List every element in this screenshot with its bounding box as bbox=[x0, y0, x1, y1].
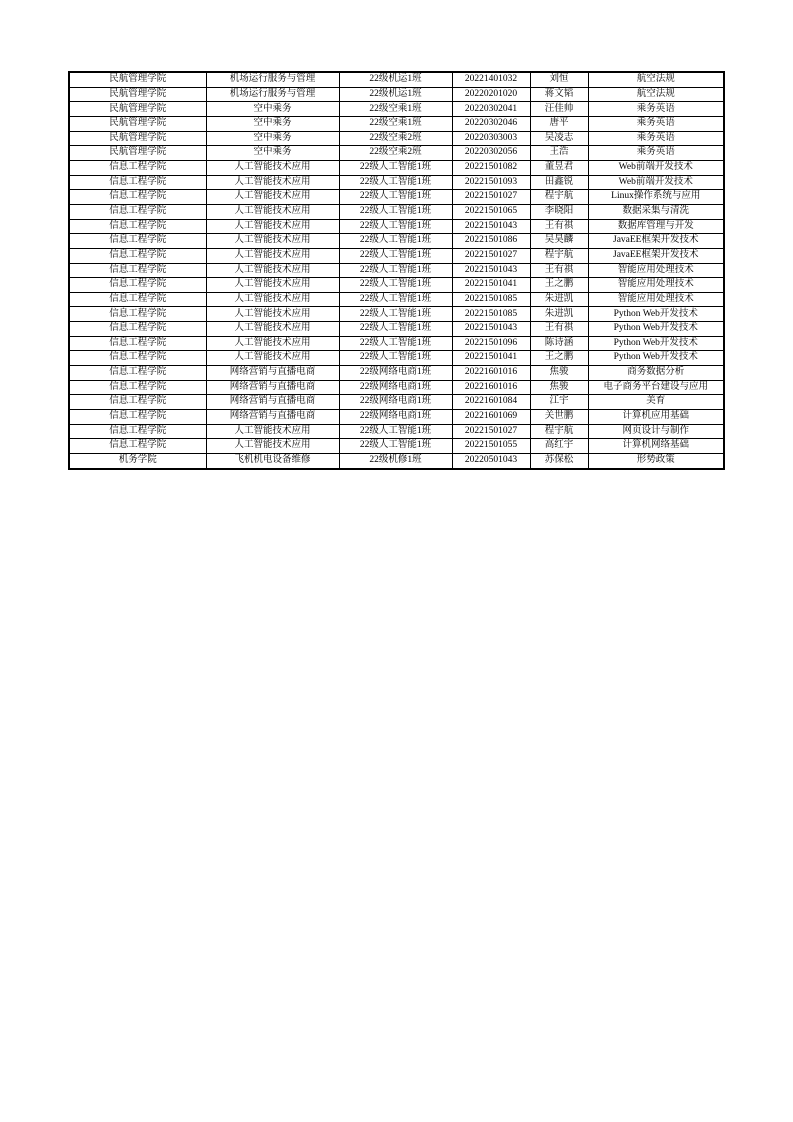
cell-name: 关世鹏 bbox=[530, 409, 588, 424]
cell-student-id: 20220501043 bbox=[452, 453, 530, 469]
cell-college: 民航管理学院 bbox=[69, 146, 206, 161]
cell-college: 信息工程学院 bbox=[69, 395, 206, 410]
cell-class: 22级人工智能1班 bbox=[339, 278, 452, 293]
cell-major: 人工智能技术应用 bbox=[206, 292, 339, 307]
table-row bbox=[69, 366, 724, 381]
cell-name: 朱进凯 bbox=[530, 292, 588, 307]
cell-major: 机场运行服务与管理 bbox=[206, 72, 339, 87]
cell-course: 美育 bbox=[588, 395, 724, 410]
cell-college: 信息工程学院 bbox=[69, 292, 206, 307]
cell-class: 22级网络电商1班 bbox=[339, 395, 452, 410]
cell-college: 信息工程学院 bbox=[69, 204, 206, 219]
cell-major: 人工智能技术应用 bbox=[206, 219, 339, 234]
cell-college: 信息工程学院 bbox=[69, 190, 206, 205]
cell-name: 陈诗涵 bbox=[530, 336, 588, 351]
cell-course: Python Web开发技术 bbox=[588, 351, 724, 366]
cell-major: 空中乘务 bbox=[206, 117, 339, 132]
cell-name: 程宇航 bbox=[530, 424, 588, 439]
cell-college: 民航管理学院 bbox=[69, 131, 206, 146]
cell-student-id: 20220303003 bbox=[452, 131, 530, 146]
cell-student-id: 20221501085 bbox=[452, 292, 530, 307]
table-row bbox=[69, 263, 724, 278]
cell-college: 信息工程学院 bbox=[69, 307, 206, 322]
table-row bbox=[69, 453, 724, 469]
cell-college: 信息工程学院 bbox=[69, 336, 206, 351]
cell-class: 22级网络电商1班 bbox=[339, 409, 452, 424]
cell-name: 程宇航 bbox=[530, 190, 588, 205]
table-row bbox=[69, 131, 724, 146]
cell-student-id: 20221501055 bbox=[452, 439, 530, 454]
cell-course: 乘务英语 bbox=[588, 131, 724, 146]
student-course-table-body bbox=[69, 72, 724, 469]
cell-course: Web前端开发技术 bbox=[588, 161, 724, 176]
cell-college: 信息工程学院 bbox=[69, 380, 206, 395]
cell-name: 蒋文韬 bbox=[530, 87, 588, 102]
cell-major: 人工智能技术应用 bbox=[206, 351, 339, 366]
cell-college: 民航管理学院 bbox=[69, 117, 206, 132]
table-row bbox=[69, 117, 724, 132]
cell-student-id: 20221501085 bbox=[452, 307, 530, 322]
cell-course: 航空法规 bbox=[588, 72, 724, 87]
cell-major: 人工智能技术应用 bbox=[206, 204, 339, 219]
cell-class: 22级空乘1班 bbox=[339, 117, 452, 132]
cell-name: 田鑫锐 bbox=[530, 175, 588, 190]
cell-student-id: 20221501043 bbox=[452, 263, 530, 278]
cell-major: 空中乘务 bbox=[206, 146, 339, 161]
table-row bbox=[69, 219, 724, 234]
cell-college: 信息工程学院 bbox=[69, 409, 206, 424]
cell-student-id: 20221501043 bbox=[452, 219, 530, 234]
cell-student-id: 20221601016 bbox=[452, 380, 530, 395]
cell-college: 信息工程学院 bbox=[69, 219, 206, 234]
cell-class: 22级机运1班 bbox=[339, 72, 452, 87]
cell-student-id: 20221501065 bbox=[452, 204, 530, 219]
cell-class: 22级人工智能1班 bbox=[339, 351, 452, 366]
cell-class: 22级人工智能1班 bbox=[339, 439, 452, 454]
table-row bbox=[69, 248, 724, 263]
cell-student-id: 20221501027 bbox=[452, 190, 530, 205]
cell-class: 22级人工智能1班 bbox=[339, 175, 452, 190]
cell-course: 乘务英语 bbox=[588, 102, 724, 117]
cell-course: JavaEE框架开发技术 bbox=[588, 234, 724, 249]
cell-name: 王浩 bbox=[530, 146, 588, 161]
cell-student-id: 20221601069 bbox=[452, 409, 530, 424]
cell-name: 王有祺 bbox=[530, 263, 588, 278]
cell-college: 信息工程学院 bbox=[69, 175, 206, 190]
cell-major: 空中乘务 bbox=[206, 102, 339, 117]
table-row bbox=[69, 307, 724, 322]
cell-major: 网络营销与直播电商 bbox=[206, 409, 339, 424]
cell-class: 22级网络电商1班 bbox=[339, 380, 452, 395]
cell-college: 信息工程学院 bbox=[69, 424, 206, 439]
cell-college: 信息工程学院 bbox=[69, 322, 206, 337]
cell-major: 人工智能技术应用 bbox=[206, 248, 339, 263]
cell-major: 人工智能技术应用 bbox=[206, 322, 339, 337]
cell-major: 网络营销与直播电商 bbox=[206, 380, 339, 395]
table-row bbox=[69, 161, 724, 176]
cell-student-id: 20221501096 bbox=[452, 336, 530, 351]
cell-class: 22级人工智能1班 bbox=[339, 190, 452, 205]
cell-name: 董昱君 bbox=[530, 161, 588, 176]
cell-course: 智能应用处理技术 bbox=[588, 263, 724, 278]
table-row bbox=[69, 380, 724, 395]
cell-name: 吴凌志 bbox=[530, 131, 588, 146]
cell-course: Linux操作系统与应用 bbox=[588, 190, 724, 205]
cell-student-id: 20221501027 bbox=[452, 248, 530, 263]
table-row bbox=[69, 292, 724, 307]
cell-class: 22级人工智能1班 bbox=[339, 322, 452, 337]
cell-course: Python Web开发技术 bbox=[588, 336, 724, 351]
table-row bbox=[69, 204, 724, 219]
cell-class: 22级人工智能1班 bbox=[339, 307, 452, 322]
cell-name: 高红宇 bbox=[530, 439, 588, 454]
cell-major: 人工智能技术应用 bbox=[206, 161, 339, 176]
cell-student-id: 20221501086 bbox=[452, 234, 530, 249]
cell-class: 22级人工智能1班 bbox=[339, 234, 452, 249]
cell-major: 网络营销与直播电商 bbox=[206, 366, 339, 381]
table-row bbox=[69, 146, 724, 161]
cell-name: 刘恒 bbox=[530, 72, 588, 87]
cell-name: 焦骏 bbox=[530, 380, 588, 395]
cell-college: 机务学院 bbox=[69, 453, 206, 469]
cell-student-id: 20221501041 bbox=[452, 278, 530, 293]
cell-college: 信息工程学院 bbox=[69, 248, 206, 263]
table-row bbox=[69, 72, 724, 87]
cell-name: 焦骏 bbox=[530, 366, 588, 381]
table-row bbox=[69, 175, 724, 190]
cell-college: 民航管理学院 bbox=[69, 87, 206, 102]
cell-name: 吴昊麟 bbox=[530, 234, 588, 249]
cell-course: 计算机应用基础 bbox=[588, 409, 724, 424]
cell-class: 22级空乘2班 bbox=[339, 131, 452, 146]
cell-major: 人工智能技术应用 bbox=[206, 424, 339, 439]
table-row bbox=[69, 102, 724, 117]
cell-student-id: 20221601016 bbox=[452, 366, 530, 381]
cell-name: 苏保松 bbox=[530, 453, 588, 469]
cell-major: 人工智能技术应用 bbox=[206, 336, 339, 351]
cell-college: 信息工程学院 bbox=[69, 439, 206, 454]
cell-college: 民航管理学院 bbox=[69, 102, 206, 117]
table-row bbox=[69, 395, 724, 410]
cell-course: 电子商务平台建设与应用 bbox=[588, 380, 724, 395]
table-row bbox=[69, 336, 724, 351]
cell-class: 22级人工智能1班 bbox=[339, 263, 452, 278]
cell-major: 人工智能技术应用 bbox=[206, 190, 339, 205]
cell-course: 乘务英语 bbox=[588, 146, 724, 161]
table-row bbox=[69, 190, 724, 205]
cell-course: 计算机网络基础 bbox=[588, 439, 724, 454]
cell-class: 22级人工智能1班 bbox=[339, 204, 452, 219]
cell-major: 网络营销与直播电商 bbox=[206, 395, 339, 410]
cell-name: 唐平 bbox=[530, 117, 588, 132]
cell-student-id: 20220302041 bbox=[452, 102, 530, 117]
cell-course: Web前端开发技术 bbox=[588, 175, 724, 190]
cell-student-id: 20221501041 bbox=[452, 351, 530, 366]
cell-major: 人工智能技术应用 bbox=[206, 439, 339, 454]
cell-course: 商务数据分析 bbox=[588, 366, 724, 381]
cell-course: 智能应用处理技术 bbox=[588, 292, 724, 307]
cell-course: 数据采集与清洗 bbox=[588, 204, 724, 219]
cell-student-id: 20220302046 bbox=[452, 117, 530, 132]
cell-name: 江宇 bbox=[530, 395, 588, 410]
cell-student-id: 20220302056 bbox=[452, 146, 530, 161]
cell-class: 22级人工智能1班 bbox=[339, 292, 452, 307]
cell-course: 形势政策 bbox=[588, 453, 724, 469]
table-row bbox=[69, 278, 724, 293]
cell-course: 智能应用处理技术 bbox=[588, 278, 724, 293]
cell-college: 民航管理学院 bbox=[69, 72, 206, 87]
cell-class: 22级人工智能1班 bbox=[339, 161, 452, 176]
cell-student-id: 20221501043 bbox=[452, 322, 530, 337]
cell-name: 程宇航 bbox=[530, 248, 588, 263]
cell-major: 空中乘务 bbox=[206, 131, 339, 146]
table-row bbox=[69, 87, 724, 102]
cell-name: 王有祺 bbox=[530, 322, 588, 337]
cell-class: 22级机运1班 bbox=[339, 87, 452, 102]
cell-course: JavaEE框架开发技术 bbox=[588, 248, 724, 263]
cell-class: 22级人工智能1班 bbox=[339, 248, 452, 263]
cell-major: 人工智能技术应用 bbox=[206, 307, 339, 322]
student-course-table bbox=[68, 71, 725, 470]
cell-college: 信息工程学院 bbox=[69, 263, 206, 278]
cell-class: 22级机修1班 bbox=[339, 453, 452, 469]
cell-college: 信息工程学院 bbox=[69, 161, 206, 176]
cell-course: 乘务英语 bbox=[588, 117, 724, 132]
cell-class: 22级人工智能1班 bbox=[339, 336, 452, 351]
cell-name: 李晓阳 bbox=[530, 204, 588, 219]
cell-major: 飞机机电设备维修 bbox=[206, 453, 339, 469]
table-row bbox=[69, 322, 724, 337]
table-row bbox=[69, 351, 724, 366]
cell-college: 信息工程学院 bbox=[69, 366, 206, 381]
cell-class: 22级网络电商1班 bbox=[339, 366, 452, 381]
cell-class: 22级空乘2班 bbox=[339, 146, 452, 161]
cell-major: 人工智能技术应用 bbox=[206, 234, 339, 249]
cell-name: 朱进凯 bbox=[530, 307, 588, 322]
cell-student-id: 20220201020 bbox=[452, 87, 530, 102]
cell-course: 数据库管理与开发 bbox=[588, 219, 724, 234]
cell-class: 22级空乘1班 bbox=[339, 102, 452, 117]
table-row bbox=[69, 234, 724, 249]
cell-college: 信息工程学院 bbox=[69, 351, 206, 366]
cell-major: 人工智能技术应用 bbox=[206, 278, 339, 293]
cell-student-id: 20221401032 bbox=[452, 72, 530, 87]
cell-class: 22级人工智能1班 bbox=[339, 424, 452, 439]
cell-major: 人工智能技术应用 bbox=[206, 263, 339, 278]
cell-major: 人工智能技术应用 bbox=[206, 175, 339, 190]
cell-student-id: 20221601084 bbox=[452, 395, 530, 410]
table-row bbox=[69, 409, 724, 424]
cell-major: 机场运行服务与管理 bbox=[206, 87, 339, 102]
cell-class: 22级人工智能1班 bbox=[339, 219, 452, 234]
cell-name: 王有祺 bbox=[530, 219, 588, 234]
cell-student-id: 20221501082 bbox=[452, 161, 530, 176]
table-row bbox=[69, 439, 724, 454]
cell-college: 信息工程学院 bbox=[69, 234, 206, 249]
cell-student-id: 20221501093 bbox=[452, 175, 530, 190]
cell-course: 航空法规 bbox=[588, 87, 724, 102]
cell-college: 信息工程学院 bbox=[69, 278, 206, 293]
cell-course: Python Web开发技术 bbox=[588, 322, 724, 337]
table-row bbox=[69, 424, 724, 439]
cell-course: 网页设计与制作 bbox=[588, 424, 724, 439]
cell-student-id: 20221501027 bbox=[452, 424, 530, 439]
cell-name: 王之鹏 bbox=[530, 351, 588, 366]
cell-name: 王之鹏 bbox=[530, 278, 588, 293]
cell-course: Python Web开发技术 bbox=[588, 307, 724, 322]
cell-name: 汪佳帅 bbox=[530, 102, 588, 117]
